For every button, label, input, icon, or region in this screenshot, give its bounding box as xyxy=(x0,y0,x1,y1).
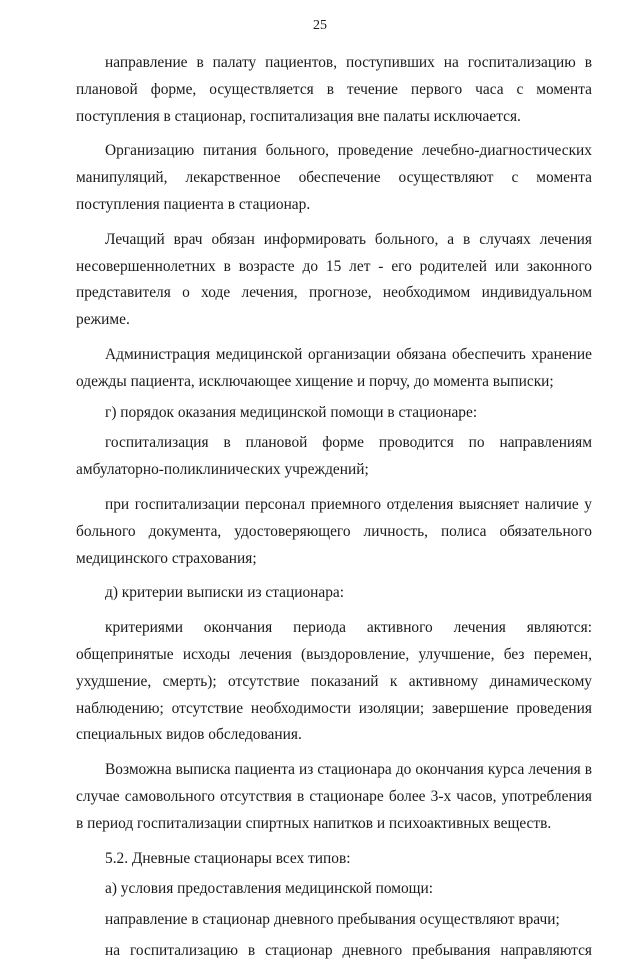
paragraph-heading-a: а) условия предоставления медицинской помощи: xyxy=(105,880,434,898)
paragraph-discharge-criteria: критериями окончания периода активного лечения являются: общепринятые исходы лечения (выздоровление, улучшение, без перемен, ухудшение, смерть); отсутствие показаний к активному динамическому наблюдению; отсутствие необходимости изоляции; завершение проведения специальных видов обследования. xyxy=(76,619,592,744)
paragraph-planned-hospitalization: госпитализация в плановой форме проводится по направлениям амбулаторно-поликлинических учреждений; xyxy=(76,434,592,479)
paragraph-admission-documents: при госпитализации персонал приемного отделения выясняет наличие у больного документа, удостоверяющего личность, полиса обязательного медицинского страхования; xyxy=(76,495,592,567)
paragraph-ward-admission: направление в палату пациентов, поступивших на госпитализацию в плановой форме, осуществляется в течение первого часа с момента поступления в стационар, госпитализация вне палаты исключается. xyxy=(76,54,592,125)
paragraph-doctor-informing: Лечащий врач обязан информировать больного, а в случаях лечения несовершеннолетних в возрасте до 15 лет - его родителей или законного представителя о ходе лечения, прогнозе, необходимом индивидуальном режиме. xyxy=(76,230,592,329)
paragraph-nutrition-organization: Организацию питания больного, проведение лечебно-диагностических манипуляций, лекарственное обеспечение осуществляют с момента поступления пациента в стационар. xyxy=(76,142,592,213)
document-body xyxy=(76,50,592,973)
paragraph-day-hospital-referral: направление в стационар дневного пребывания осуществляют врачи; xyxy=(105,911,560,929)
paragraph-clothing-storage: Администрация медицинской организации обязана обеспечить хранение одежды пациента, исключающее хищение и порчу, до момента выписки; xyxy=(76,345,592,390)
paragraph-early-discharge: Возможна выписка пациента из стационара до окончания курса лечения в случае самовольного отсутствия в стационаре более 3-х часов, употребления в период госпитализации спиртных напитков и психоактивных веществ. xyxy=(76,761,592,832)
paragraph-heading-d: д) критерии выписки из стационара: xyxy=(105,584,345,602)
paragraph-heading-g: г) порядок оказания медицинской помощи в стационаре: xyxy=(105,403,478,421)
page-number: 25 xyxy=(313,18,327,33)
paragraph-section-5-2: 5.2. Дневные стационары всех типов: xyxy=(105,849,351,867)
paragraph-day-hospital-admission: на госпитализацию в стационар дневного пребывания направляются xyxy=(105,941,592,959)
